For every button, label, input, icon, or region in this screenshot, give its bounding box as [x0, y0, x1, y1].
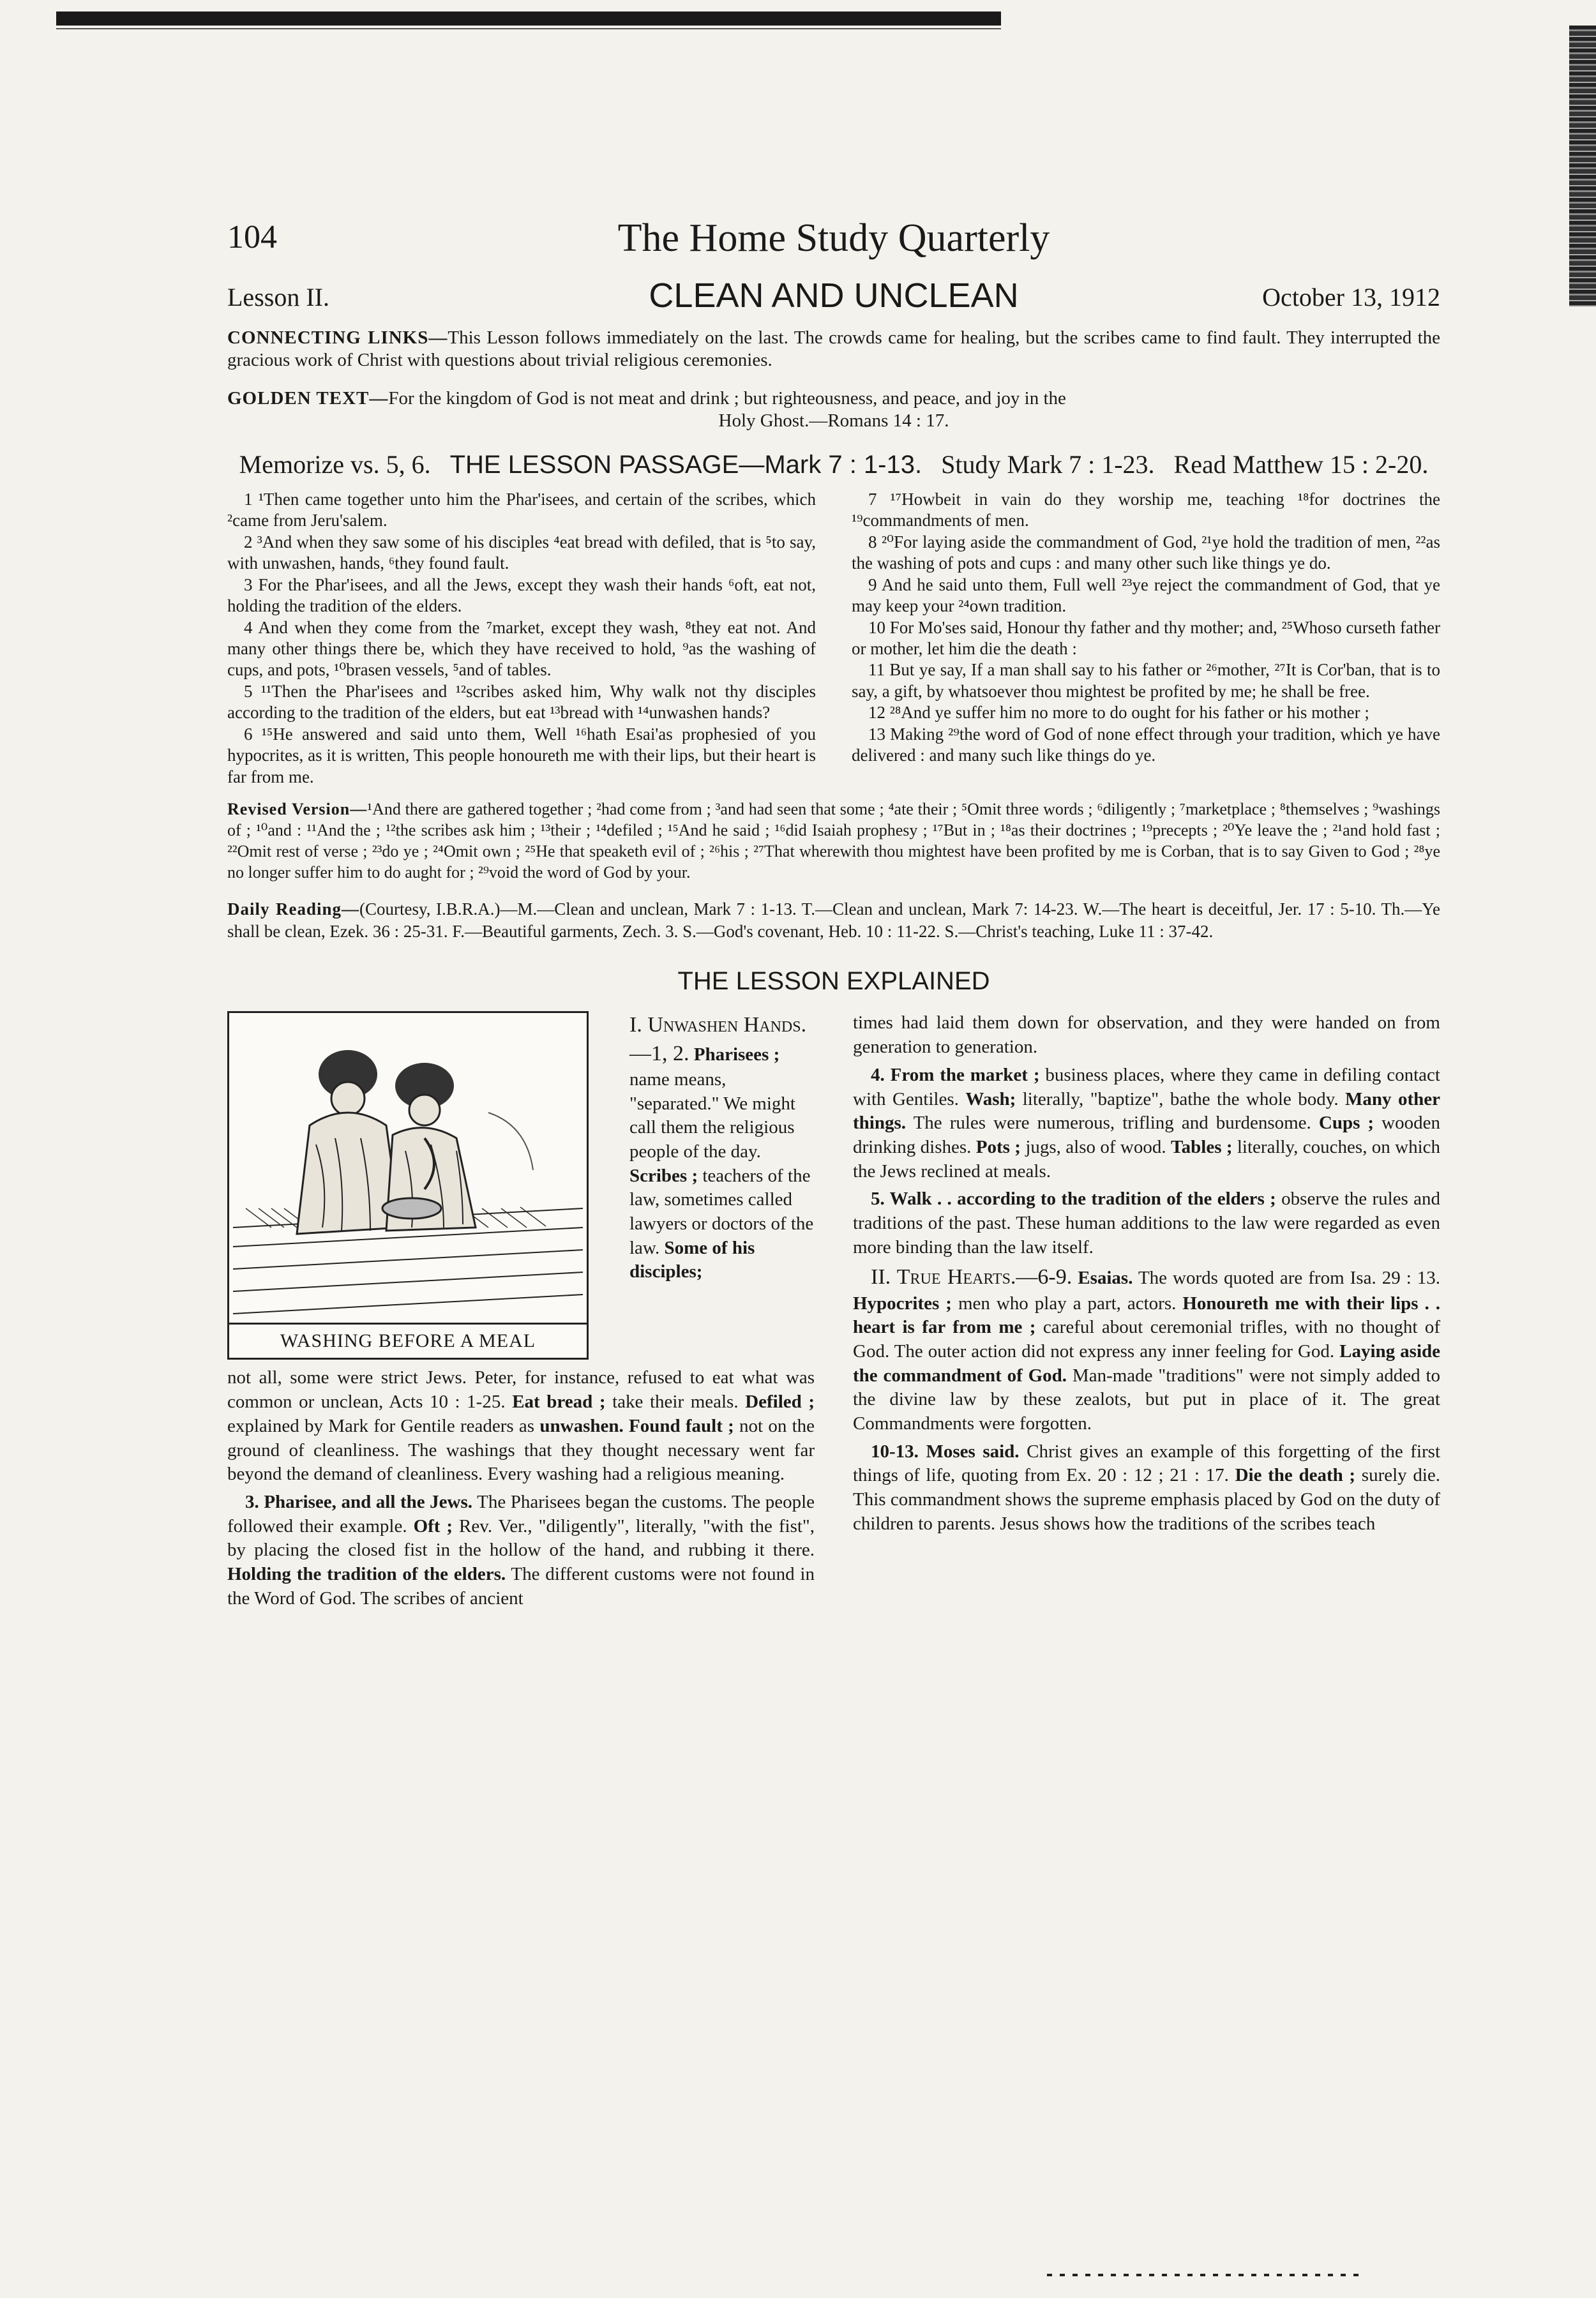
- verse: 3 For the Phar'isees, and all the Jews, except they wash their hands ⁶oft, eat not, holding the tradition of the elders.: [227, 574, 816, 616]
- term-heading: 4. From the market ;: [871, 1064, 1040, 1085]
- running-head: [227, 211, 1440, 268]
- explanation-paragraph: [227, 1366, 815, 1486]
- explanation-paragraph: [629, 1011, 815, 1284]
- explanation-paragraph: [853, 1011, 1440, 1059]
- term-emphasis: unwashen.: [539, 1415, 624, 1436]
- page-number: 104: [227, 219, 277, 255]
- revised-version: [227, 799, 1440, 883]
- term-text: surely die. This commandment shows the supreme emphasis placed by God on the duty of children to parents. Jesus shows how the traditions of the scribes teach: [853, 1465, 1441, 1534]
- scan-bottom-artifact: [1047, 2274, 1366, 2276]
- connecting-links: [227, 327, 1440, 372]
- term-heading: 3. Pharisee, and all the Jews.: [245, 1491, 473, 1512]
- explanation-paragraph: [227, 1491, 815, 1611]
- golden-text-reference: Holy Ghost.—Romans 14 : 17.: [718, 410, 949, 432]
- term-text: teachers of the law, sometimes called lawyers or doctors of the law.: [629, 1165, 814, 1258]
- term-text: Rev. Ver., "diligently", literally, "with the fist", by placing the closed fist in the hollow of the hand, and rubbing it there.: [227, 1515, 815, 1561]
- term-heading: Holding the tradition of the elders.: [227, 1563, 506, 1584]
- term-heading: Scribes ;: [629, 1165, 698, 1186]
- lesson-date: October 13, 1912: [1262, 283, 1440, 312]
- term-heading: Laying aside the commandment of God.: [853, 1340, 1441, 1386]
- term-heading: 5. Walk . . according to the tradition of the elders ;: [871, 1189, 1276, 1210]
- scan-top-border: [56, 11, 1001, 26]
- section-title: II. True Hearts.—6-9.: [871, 1265, 1073, 1289]
- daily-reading-label: Daily Reading—: [227, 899, 360, 919]
- lesson-number: Lesson II.: [227, 283, 329, 312]
- term-text: The rules were numerous, trifling and burdensome.: [913, 1113, 1311, 1134]
- memorize-note: Memorize vs. 5, 6.: [239, 449, 431, 479]
- golden-text-body: For the kingdom of God is not meat and drink ; but righteousness, and peace, and joy in the: [388, 387, 1066, 409]
- term-text: observe the rules and traditions of the past. These human additions to the law were regarded as even more binding than the law itself.: [853, 1189, 1441, 1258]
- term-heading: Wash;: [965, 1088, 1016, 1109]
- journal-title: The Home Study Quarterly: [617, 216, 1050, 260]
- term-text: jugs, also of wood.: [1025, 1136, 1166, 1157]
- document-page: [227, 211, 1440, 1701]
- term-text: literally, "baptize", bathe the whole body.: [1022, 1088, 1339, 1109]
- verse: 13 Making ²⁹the word of God of none effect through your tradition, which ye have delivered : and many such like things do ye.: [852, 724, 1440, 765]
- term-heading: Die the death ;: [1235, 1465, 1356, 1486]
- verse: 1 ¹Then came together unto him the Phar'isees, and certain of the scribes, which ²came from Jeru'salem.: [227, 489, 816, 530]
- term-text: explained by Mark for Gentile readers as: [227, 1415, 535, 1436]
- figure-caption: WASHING BEFORE A MEAL: [229, 1323, 587, 1358]
- verse: 5 ¹¹Then the Phar'isees and ¹²scribes asked him, Why walk not thy disciples according to the tradition of the elders, but eat ¹³bread with ¹⁴unwashen hands?: [227, 681, 816, 723]
- illustration-frame: [227, 1011, 589, 1360]
- term-text: The Pharisees began the customs. The people followed their example.: [227, 1491, 815, 1536]
- passage-title: THE LESSON PASSAGE—Mark 7 : 1-13.: [449, 450, 922, 479]
- lesson-passage-heading: [227, 449, 1440, 480]
- connecting-links-label: CONNECTING LINKS—: [227, 327, 448, 348]
- term-heading: Esaias.: [1078, 1268, 1133, 1289]
- verse: 12 ²⁸And ye suffer him no more to do ought for his father or his mother ;: [868, 703, 1369, 723]
- term-text: business places, where they came in defiling contact with Gentiles.: [853, 1064, 1440, 1109]
- explained-column-b: [853, 1011, 1440, 1540]
- term-heading: Found fault ;: [629, 1415, 734, 1436]
- explained-column-a-top: [629, 1011, 815, 1288]
- term-heading: Tables ;: [1170, 1136, 1233, 1157]
- term-heading: Some of his disciples;: [629, 1237, 755, 1282]
- daily-reading: [227, 898, 1440, 943]
- term-text: literally, couches, on which the Jews reclined at meals.: [853, 1136, 1441, 1182]
- term-text: not on the ground of cleanliness. The washings that they thought necessary went far beyond the demand of cleanliness. Every washing had a religious meaning.: [227, 1415, 815, 1485]
- explanation-paragraph: [853, 1063, 1440, 1183]
- term-text: Man-made "traditions" were not simply added to the divine law by these zealots, but put in place of it. The great Commandments were forgotten.: [853, 1365, 1441, 1434]
- term-heading: Many other things.: [853, 1088, 1441, 1134]
- term-text: take their meals.: [612, 1392, 739, 1413]
- explained-column-a-bottom: [227, 1366, 815, 1614]
- verse: 11 But ye say, If a man shall say to his father or ²⁶mother, ²⁷It is Cor'ban, that is to say, a gift, by whatsoever thou mightest be profited by me; he shall be free.: [852, 660, 1440, 701]
- verse: 7 ¹⁷Howbeit in vain do they worship me, teaching ¹⁸for doctrines the ¹⁹commandments of men.: [852, 489, 1440, 530]
- term-heading: Honoureth me with their lips . . heart is far from me ;: [853, 1293, 1440, 1338]
- connecting-links-text: This Lesson follows immediately on the last. The crowds came for healing, but the scribes came to find fault. They interrupted the gracious work of Christ with questions about trivial religious ceremonies.: [227, 327, 1440, 371]
- lesson-explained: [227, 1011, 1440, 1701]
- revised-version-text: ¹And there are gathered together ; ²had come from ; ³and had seen that some ; ⁴ate their ; ⁵Omit three words ; ⁶diligently ; ⁷marketplace ; ⁸themselves ; ⁹washings of ; ¹⁰and : ¹¹And the ; ¹²the scribes ask him ; ¹³their ; ¹⁴defiled ; ¹⁵And he said ; ¹⁶did Isaiah prophesy ; ¹⁷But in ; ¹⁸as their doctrines ; ¹⁹precepts ; ²⁰Ye leave the ; ²¹and hold fast ; ²²Omit rest of verse ; ²³do ye ; ²⁴Omit own ; ²⁵He that speaketh evil of ; ²⁶his ; ²⁷That wherewith thou mightest have been profited by me is Corban, that is to say Given to God ; ²⁸ye no longer suffer him to do aught for ; ²⁹void the word of God by your.: [227, 800, 1440, 882]
- golden-text-label: GOLDEN TEXT—: [227, 387, 389, 409]
- golden-text: [227, 387, 1440, 433]
- term-heading: Defiled ;: [745, 1392, 815, 1413]
- lesson-title: CLEAN AND UNCLEAN: [649, 276, 1019, 315]
- term-heading: Pharisees ;: [693, 1044, 780, 1065]
- term-text: Christ gives an example of this forgetting of the first things of life, quoting from Ex. 20 : 12 ; 21 : 17.: [853, 1441, 1441, 1486]
- verses-right-column: [852, 489, 1440, 788]
- term-heading: Cups ;: [1318, 1113, 1374, 1134]
- verses-left-column: [227, 489, 816, 788]
- lesson-explained-heading: THE LESSON EXPLAINED: [677, 967, 990, 996]
- verse: 8 ²⁰For laying aside the commandment of God, ²¹ye hold the tradition of men, ²²as the washing of pots and cups : and many other such like things ye do.: [852, 532, 1440, 573]
- washing-illustration: [233, 1017, 583, 1317]
- revised-version-label: Revised Version—: [227, 800, 368, 819]
- verse: 9 And he said unto them, Full well ²³ye reject the commandment of God, that ye may keep your ²⁴own tradition.: [852, 574, 1440, 616]
- explanation-paragraph: [853, 1263, 1440, 1436]
- term-heading: Pots ;: [975, 1136, 1021, 1157]
- scan-edge-artifact: [1569, 26, 1596, 306]
- study-note: Study Mark 7 : 1-23.: [941, 449, 1155, 479]
- explanation-paragraph: [853, 1440, 1440, 1536]
- lesson-header: [227, 273, 1440, 327]
- term-text: name means, "separated." We might call them the religious people of the day.: [629, 1069, 795, 1162]
- verse: 6 ¹⁵He answered and said unto them, Well ¹⁶hath Esai'as prophesied of you hypocrites, as it is written, This people honoureth me with their lips, but their heart is far from me.: [227, 724, 816, 786]
- term-text: The different customs were not found in the Word of God. The scribes of ancient: [227, 1563, 815, 1609]
- verse: 10 For Mo'ses said, Honour thy father and thy mother; and, ²⁵Whoso curseth father or mother, let him die the death :: [852, 617, 1440, 658]
- term-text: not all, some were strict Jews. Peter, for instance, refused to eat what was common or unclean, Acts 10 : 1-25.: [227, 1367, 815, 1413]
- scan-top-rule: [56, 28, 1001, 29]
- read-note: Read Matthew 15 : 2-20.: [1173, 449, 1429, 479]
- section-title: I. Unwashen Hands.—1, 2.: [629, 1013, 807, 1065]
- term-text: times had laid them down for observation, and they were handed on from generation to generation.: [853, 1012, 1440, 1058]
- term-heading: Eat bread ;: [512, 1392, 606, 1413]
- term-text: men who play a part, actors.: [958, 1293, 1177, 1314]
- term-text: careful about ceremonial trifles, with no thought of God. The outer action did not express any inner feeling for God.: [853, 1317, 1441, 1362]
- term-heading: 10-13. Moses said.: [871, 1441, 1020, 1462]
- term-text: The words quoted are from Isa. 29 : 13.: [1138, 1268, 1441, 1289]
- term-heading: Hypocrites ;: [853, 1293, 952, 1314]
- scripture-verses: [227, 489, 1440, 788]
- verse: 2 ³And when they saw some of his disciples ⁴eat bread with defiled, that is ⁵to say, with unwashen, hands, ⁶they found fault.: [227, 532, 816, 573]
- term-text: wooden drinking dishes.: [853, 1113, 1440, 1157]
- daily-reading-text: (Courtesy, I.B.R.A.)—M.—Clean and unclean, Mark 7 : 1-13. T.—Clean and unclean, Mark 7: 14-23. W.—The heart is deceitful, Jer. 17 : 5-10. Th.—Ye shall be clean, Ezek. 36 : 25-31. F.—Beautiful garments, Zech. 3. S.—God's covenant, Heb. 10 : 11-22. S.—Christ's teaching, Luke 11 : 37-42.: [227, 899, 1440, 942]
- verse: 4 And when they come from the ⁷market, except they wash, ⁸they eat not. And many other things there be, which they have received to hold, ⁹as the washing of cups, and pots, ¹⁰brasen vessels, ⁵and of tables.: [227, 617, 816, 680]
- term-heading: Oft ;: [413, 1515, 453, 1536]
- explanation-paragraph: [853, 1187, 1440, 1259]
